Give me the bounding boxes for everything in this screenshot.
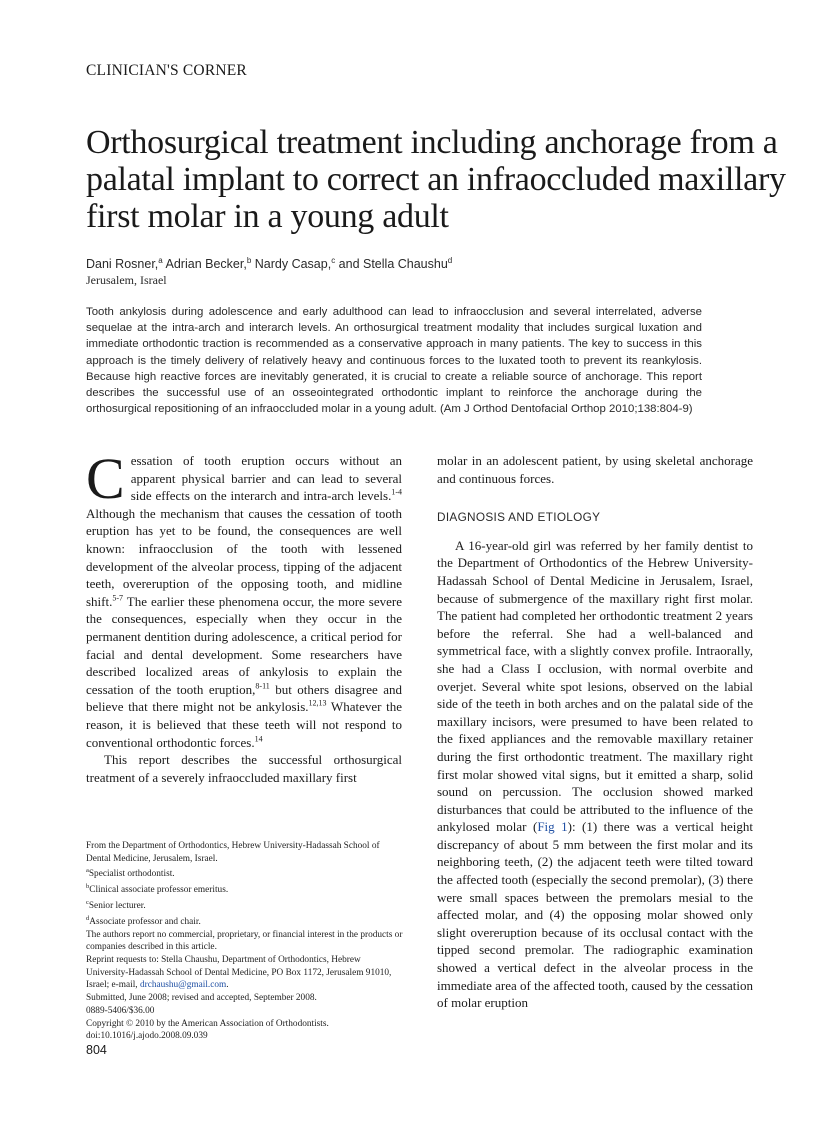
intro-text: The earlier these phenomena occur, the more severe the consequences, especially when they occur in the permanent dentition during adolescence, a critical period for facial and dental development. Some researchers have described localized areas of ankylosis to explain the cessation of the tooth eruption,	[86, 593, 402, 697]
article-title: Orthosurgical treatment including anchorage from a palatal implant to correct an infraoccluded maxillary first molar in a young adult	[86, 124, 786, 235]
author-list	[86, 256, 452, 271]
footnote-mark: a	[86, 867, 89, 875]
intro-paragraph	[86, 446, 402, 751]
author-affiliation-mark: d	[447, 256, 453, 265]
citation[interactable]: 12,13	[308, 698, 327, 708]
author-affiliation-mark: b	[246, 256, 252, 265]
author-affiliation-mark: c	[331, 256, 336, 265]
footnote-mark: c	[86, 899, 89, 906]
footnote-mark: b	[86, 883, 90, 891]
footnotes	[86, 840, 404, 1043]
footnote-text: Senior lecturer.	[88, 901, 146, 912]
footnote-role	[86, 897, 404, 913]
footnote-affiliation: From the Department of Orthodontics, Hebrew University-Hadassah School of Dental Medicine, Jerusalem, Israel.	[86, 841, 380, 864]
citation[interactable]: 8-11	[255, 681, 270, 691]
author-name: Dani Rosner,	[86, 257, 159, 272]
continued-paragraph: molar in an adolescent patient, by using skeletal anchorage and continuous forces.	[437, 453, 753, 486]
footnote-disclosure: The authors report no commercial, proprietary, or financial interest in the products or companies described in this article.	[86, 929, 403, 953]
abstract: Tooth ankylosis during adolescence and early adulthood can lead to infraocclusion and several interrelated, adverse sequelae at the intra-arch and interarch levels. An orthosurgical treatment modality that includes surgical luxation and immediate orthodontic traction is recommended as a conservative approach in many patients. The key to success in this approach is the timely delivery of relatively heavy and continuous forces to the luxated tooth to prevent its reankylosis. Because high reactive forces are inevitably generated, it is crucial to create a reliable source of anchorage. This report describes the successful use of an osseointegrated orthodontic implant to reinforce the anchorage during the orthosurgical repositioning of an infraoccluded molar in a young adult. (Am J Orthod Dentofacial Orthop 2010;138:804-9)	[86, 306, 702, 416]
intro-text: but others disagree and believe that there might not be ankylosis.	[86, 681, 402, 715]
citation[interactable]: 1-4	[391, 487, 402, 497]
footnote-role	[86, 913, 404, 929]
footnote-text: Associate professor and chair.	[89, 916, 201, 927]
author-name: Adrian Becker,	[165, 257, 247, 272]
author-name: and Stella Chaushu	[338, 257, 448, 272]
author-affiliation-mark: a	[158, 256, 163, 265]
section-heading: DIAGNOSIS AND ETIOLOGY	[437, 510, 601, 525]
section-label: CLINICIAN'S CORNER	[86, 62, 247, 79]
footnote-copyright: Copyright © 2010 by the American Association of Orthodontists.	[86, 1018, 329, 1029]
author-location: Jerusalem, Israel	[86, 273, 167, 287]
footnote-text: Clinical associate professor emeritus.	[89, 885, 229, 896]
footnote-doi: doi:10.1016/j.ajodo.2008.09.039	[86, 1031, 208, 1042]
diagnosis-paragraph	[437, 537, 753, 1012]
intro-text: Although the mechanism that causes the cessation of tooth eruption has yet to be found, the consequences are well known: infraocclusion of the tooth with lessened development of the alveolar process, tipping of the adjacent teeth, overeruption of the opposing tooth, and midline shift.	[86, 505, 402, 609]
intro-text: Whatever the reason, it is believed that these teeth will not respond to conventional orthodontic forces.	[86, 699, 402, 750]
citation[interactable]: 5-7	[112, 593, 124, 603]
footnote-role	[86, 865, 404, 881]
intro-paragraph-2: This report describes the successful orthosurgical treatment of a severely infraoccluded maxillary first	[86, 752, 402, 785]
page-number: 804	[86, 1043, 107, 1057]
drop-cap: C	[86, 446, 125, 511]
body-text: ): (1) there was a vertical height discrepancy of about 5 mm between the first molar and its neighboring teeth, (2) the adjacent teeth were tilted toward the affected tooth (especially the second premolar), (3) there were small spaces between the premolars mesial to the affected molar, and (4) the opposing molar showed only slight overeruption because of its occlusal contact with the tipped second premolar. The radiographic examination showed a vertical defect in the alveolar process in the immediate area of the affected tooth, caused by the cessation of molar eruption	[437, 819, 753, 1011]
author-name: Nardy Casap,	[254, 257, 332, 272]
footnote-submitted: Submitted, June 2008; revised and accepted, September 2008.	[86, 993, 317, 1004]
footnote-text: Specialist orthodontist.	[88, 869, 175, 880]
intro-text: essation of tooth eruption occurs without an apparent physical barrier and can lead to several side effects on the interarch and intra-arch levels.	[130, 453, 402, 504]
figure-link[interactable]: Fig 1	[537, 819, 568, 835]
footnote-role	[86, 881, 404, 897]
left-column	[86, 446, 402, 786]
footnote-reprint	[86, 954, 404, 992]
email-link[interactable]: drchaushu@gmail.com	[139, 980, 227, 991]
footnote-price: 0889-5406/$36.00	[86, 1005, 155, 1016]
footnote-mark: d	[86, 914, 90, 922]
citation[interactable]: 14	[254, 734, 263, 744]
right-column	[437, 452, 753, 1012]
body-text: A 16-year-old girl was referred by her family dentist to the Department of Orthodontics of the Hebrew University-Hadassah School of Dental Medicine in Jerusalem, Israel, because of submergence of the maxillary right first molar. The patient had completed her orthodontic treatment 2 years before the referral. She had a well-balanced and symmetrical face, with a slightly convex profile. Intraorally, she had a Class I occlusion, with normal overbite and overjet. Several white spot lesions, observed on the labial side of the teeth in both arches and on the palatal side of the maxillary incisors, were presumed to have been related to the fixed appliances and the removable maxillary retainer during the first orthodontic treatment. The maxillary right first molar showed vital signs, but it emitted a sharp, solid sound on percussion. The occlusion showed marked disturbances that could be attributed to the influence of the ankylosed molar (	[437, 537, 753, 835]
footnote-text: .	[226, 980, 229, 991]
footnote-text: Reprint requests to: Stella Chaushu, Department of Orthodontics, Hebrew University-Hadassah School of Dental Medicine, PO Box 1172, Jerusalem 91010, Israel; e-mail,	[86, 955, 392, 991]
